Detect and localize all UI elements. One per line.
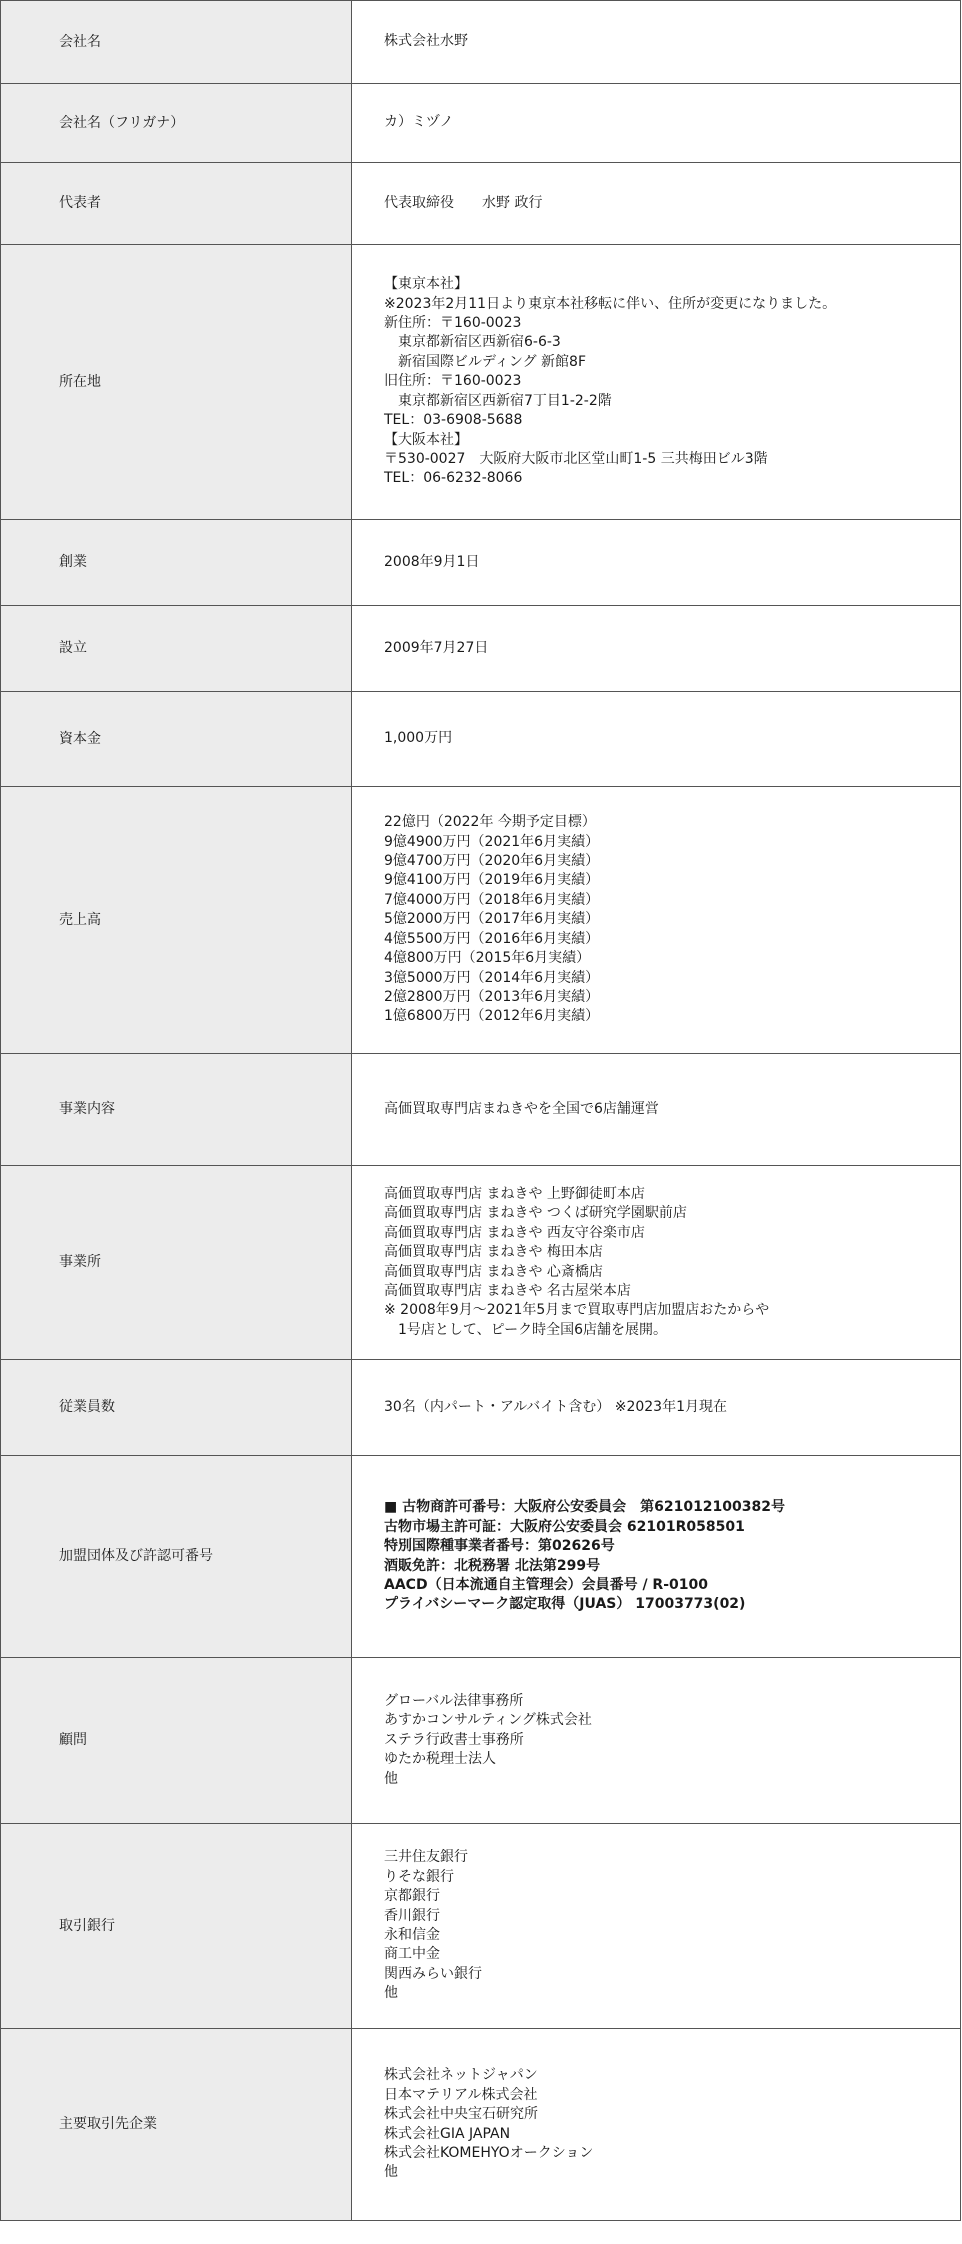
row-label: 資本金 [1, 692, 352, 787]
value-line: 1号店として、ピーク時全国6店舗を展開。 [384, 1321, 667, 1338]
row-value [352, 1456, 961, 1658]
value-line: 商工中金 [384, 1946, 440, 1963]
value-line: ステラ行政書士事務所 [384, 1731, 524, 1748]
value-line: 4億800万円（2015年6月実績） [384, 950, 591, 967]
value-line: 酒販免許：北税務署 北法第299号 [384, 1557, 601, 1574]
value-line: 30名（内パート・アルバイト含む） ※2023年1月現在 [384, 1398, 727, 1415]
row-label: 創業 [1, 520, 352, 606]
value-line: ゆたか税理士法人 [384, 1751, 496, 1768]
row-label: 従業員数 [1, 1360, 352, 1456]
row-label: 顧問 [1, 1658, 352, 1824]
row-label: 設立 [1, 606, 352, 692]
value-line: 関西みらい銀行 [384, 1965, 482, 1982]
row-value [352, 84, 961, 163]
value-line: 5億2000万円（2017年6月実績） [384, 911, 600, 928]
value-line: 1億6800万円（2012年6月実績） [384, 1008, 600, 1025]
info-row-employees [1, 1360, 961, 1456]
value-line: 他 [384, 2164, 398, 2181]
value-line: 株式会社GIA JAPAN [384, 2125, 511, 2142]
value-line: 他 [384, 1985, 398, 2002]
value-line: 東京都新宿区西新宿7丁目1-2-2階 [384, 392, 612, 409]
value-line: カ）ミヅノ [384, 114, 454, 131]
value-line: 【大阪本社】 [384, 431, 468, 448]
value-line: 他 [384, 1770, 398, 1787]
value-line: 高価買取専門店 まねきや つくば研究学園駅前店 [384, 1205, 687, 1222]
info-row-capital [1, 692, 961, 787]
value-line: 香川銀行 [384, 1907, 440, 1924]
value-line: 【東京本社】 [384, 276, 468, 293]
value-line: 高価買取専門店 まねきや 上野御徒町本店 [384, 1185, 645, 1202]
row-value [352, 692, 961, 787]
info-row-established [1, 606, 961, 692]
value-line: 特別国際種事業者番号：第02626号 [384, 1538, 615, 1555]
value-line: TEL：03-6908-5688 [384, 412, 523, 429]
value-line: 株式会社ネットジャパン [384, 2067, 538, 2084]
value-line: 新宿国際ビルディング 新館8F [384, 353, 587, 370]
value-line: 高価買取専門店 まねきや 名古屋栄本店 [384, 1282, 631, 1299]
info-row-founded [1, 520, 961, 606]
value-line: 1,000万円 [384, 730, 453, 747]
value-line: 永和信金 [384, 1927, 440, 1943]
value-line: 日本マテリアル株式会社 [384, 2086, 538, 2103]
value-line: 京都銀行 [384, 1888, 440, 1905]
value-line: 4億5500万円（2016年6月実績） [384, 930, 600, 947]
info-row-sales [1, 787, 961, 1054]
value-line: 22億円（2022年 今期予定目標） [384, 814, 596, 831]
row-value [352, 245, 961, 520]
row-label: 会社名 [1, 1, 352, 84]
row-label: 売上高 [1, 787, 352, 1054]
row-label: 主要取引先企業 [1, 2029, 352, 2221]
value-line: 3億5000万円（2014年6月実績） [384, 969, 600, 986]
value-line: 2億2800万円（2013年6月実績） [384, 988, 600, 1005]
row-label: 代表者 [1, 163, 352, 245]
row-value [352, 163, 961, 245]
info-row-company-name-kana [1, 84, 961, 163]
value-line: 2008年9月1日 [384, 553, 480, 570]
info-row-advisors [1, 1658, 961, 1824]
value-line: 9億4100万円（2019年6月実績） [384, 872, 600, 889]
value-line: プライバシーマーク認定取得（JUAS） 17003773(02) [384, 1596, 746, 1613]
info-row-licenses [1, 1456, 961, 1658]
row-label: 加盟団体及び許認可番号 [1, 1456, 352, 1658]
info-row-clients [1, 2029, 961, 2221]
value-line: 古物市場主許可証：大阪府公安委員会 62101R058501 [384, 1518, 745, 1535]
row-label: 取引銀行 [1, 1824, 352, 2029]
info-row-business [1, 1054, 961, 1166]
value-line: 高価買取専門店 まねきや 梅田本店 [384, 1244, 603, 1261]
value-line: 株式会社水野 [384, 33, 468, 50]
row-value [352, 787, 961, 1054]
value-line: 株式会社中央宝石研究所 [384, 2106, 538, 2123]
value-line: 高価買取専門店 まねきや 心斎橋店 [384, 1263, 603, 1280]
value-line: ※2023年2月11日より東京本社移転に伴い、住所が変更になりました。 [384, 295, 837, 312]
row-value [352, 606, 961, 692]
value-line: 9億4700万円（2020年6月実績） [384, 853, 600, 870]
value-line: 2009年7月27日 [384, 639, 489, 656]
value-line: 高価買取専門店 まねきや 西友守谷楽市店 [384, 1224, 645, 1241]
value-line: 9億4900万円（2021年6月実績） [384, 833, 600, 850]
value-line: ■ 古物商許可番号：大阪府公安委員会 第621012100382号 [384, 1499, 785, 1516]
info-row-representative [1, 163, 961, 245]
company-info-body [1, 1, 961, 2221]
value-line: ※ 2008年9月～2021年5月まで買取専門店加盟店おたからや [384, 1302, 770, 1319]
row-value [352, 1360, 961, 1456]
row-value [352, 520, 961, 606]
info-row-offices [1, 1166, 961, 1360]
value-line: あすかコンサルティング株式会社 [384, 1712, 592, 1729]
value-line: 7億4000万円（2018年6月実績） [384, 891, 600, 908]
row-value [352, 1054, 961, 1166]
info-row-address [1, 245, 961, 520]
value-line: 〒530-0027 大阪府大阪市北区堂山町1-5 三共梅田ビル3階 [384, 450, 768, 467]
value-line: りそな銀行 [384, 1868, 454, 1885]
row-label: 事業所 [1, 1166, 352, 1360]
value-line: 東京都新宿区西新宿6-6-3 [384, 334, 561, 351]
info-row-banks [1, 1824, 961, 2029]
value-line: 株式会社KOMEHYOオークション [384, 2144, 594, 2161]
value-line: 旧住所：〒160-0023 [384, 373, 522, 390]
value-line: AACD（日本流通自主管理会）会員番号 / R-0100 [384, 1576, 708, 1593]
row-value [352, 1658, 961, 1824]
row-value [352, 2029, 961, 2221]
value-line: グローバル法律事務所 [384, 1692, 524, 1709]
value-line: 三井住友銀行 [384, 1849, 468, 1866]
row-label: 会社名（フリガナ） [1, 84, 352, 163]
row-value [352, 1166, 961, 1360]
value-line: 代表取締役 水野 政行 [384, 194, 543, 211]
row-label: 所在地 [1, 245, 352, 520]
row-value [352, 1, 961, 84]
row-value [352, 1824, 961, 2029]
value-line: TEL：06-6232-8066 [384, 470, 523, 487]
row-label: 事業内容 [1, 1054, 352, 1166]
value-line: 新住所：〒160-0023 [384, 315, 522, 332]
info-row-company-name [1, 1, 961, 84]
value-line: 高価買取専門店まねきやを全国で6店舗運営 [384, 1100, 659, 1117]
